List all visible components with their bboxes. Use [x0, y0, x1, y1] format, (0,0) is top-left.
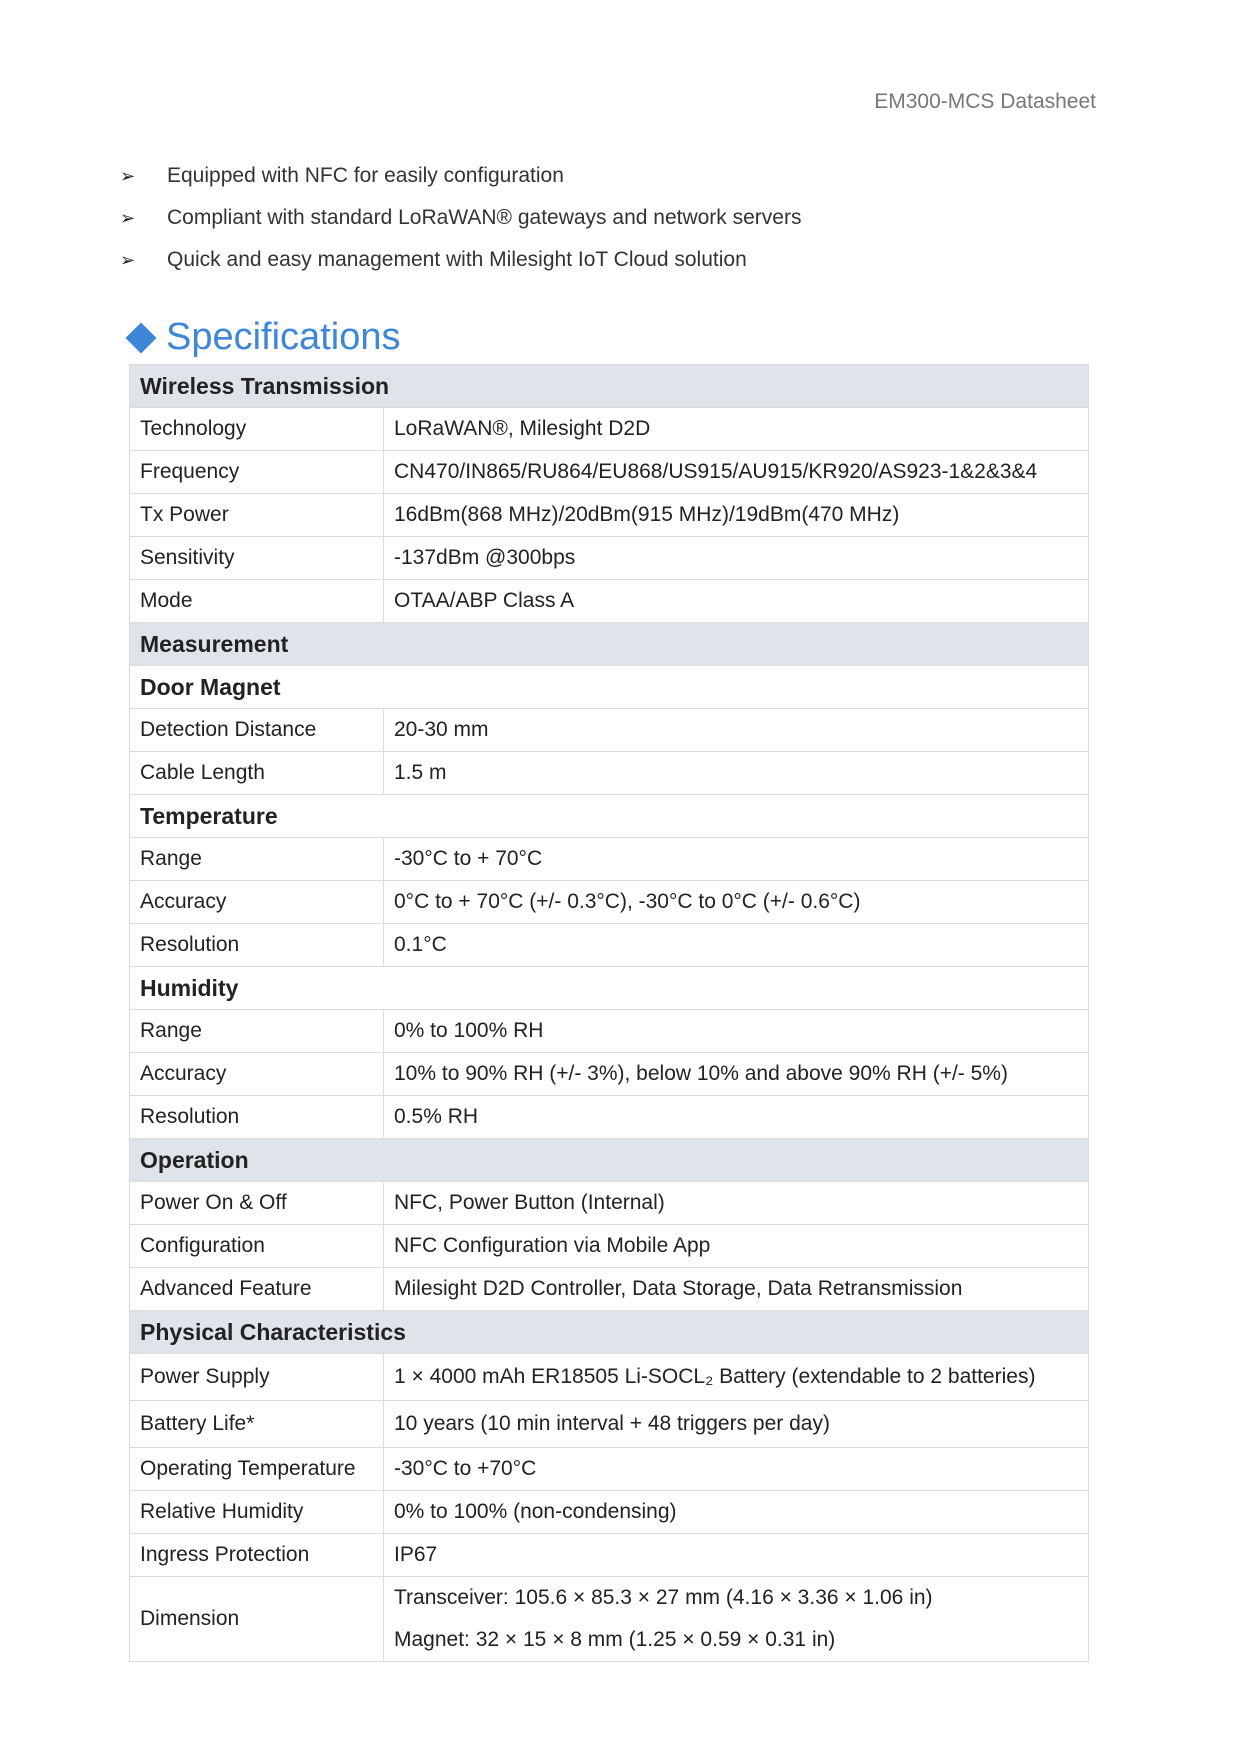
spec-value: NFC Configuration via Mobile App	[384, 1225, 1089, 1268]
spec-value: 16dBm(868 MHz)/20dBm(915 MHz)/19dBm(470 MHz)	[384, 494, 1089, 537]
table-row	[130, 1053, 1089, 1096]
group-row-physical	[130, 1311, 1089, 1354]
table-row	[130, 1491, 1089, 1534]
arrow-bullet-icon: ➢	[120, 249, 136, 270]
spec-key: Power On & Off	[130, 1182, 384, 1225]
table-row	[130, 752, 1089, 795]
spec-key: Resolution	[130, 924, 384, 967]
spec-key: Detection Distance	[130, 709, 384, 752]
table-row	[130, 1225, 1089, 1268]
spec-key: Resolution	[130, 1096, 384, 1139]
spec-key: Configuration	[130, 1225, 384, 1268]
spec-key: Mode	[130, 580, 384, 623]
spec-key: Dimension	[130, 1577, 384, 1662]
table-row	[130, 408, 1089, 451]
spec-value: 10% to 90% RH (+/- 3%), below 10% and above 90% RH (+/- 5%)	[384, 1053, 1089, 1096]
spec-key: Advanced Feature	[130, 1268, 384, 1311]
subgroup-title: Temperature	[130, 795, 1089, 838]
spec-value: 0% to 100% RH	[384, 1010, 1089, 1053]
table-row	[130, 494, 1089, 537]
spec-key: Relative Humidity	[130, 1491, 384, 1534]
spec-key: Technology	[130, 408, 384, 451]
list-item	[120, 155, 801, 197]
group-title: Physical Characteristics	[130, 1311, 1089, 1354]
spec-value: NFC, Power Button (Internal)	[384, 1182, 1089, 1225]
table-row	[130, 1182, 1089, 1225]
table-row	[130, 838, 1089, 881]
section-title: Specifications	[166, 316, 401, 358]
spec-key: Frequency	[130, 451, 384, 494]
table-row	[130, 924, 1089, 967]
spec-value: 0°C to + 70°C (+/- 0.3°C), -30°C to 0°C (+/- 0.6°C)	[384, 881, 1089, 924]
spec-value: 0.5% RH	[384, 1096, 1089, 1139]
group-title: Wireless Transmission	[130, 365, 1089, 408]
group-row-operation	[130, 1139, 1089, 1182]
feature-text: Compliant with standard LoRaWAN® gateways and network servers	[167, 206, 802, 229]
group-title: Measurement	[130, 623, 1089, 666]
table-row	[130, 1534, 1089, 1577]
spec-value: 1.5 m	[384, 752, 1089, 795]
spec-value: -30°C to +70°C	[384, 1448, 1089, 1491]
spec-value: CN470/IN865/RU864/EU868/US915/AU915/KR920/AS923-1&2&3&4	[384, 451, 1089, 494]
table-row	[130, 709, 1089, 752]
table-row	[130, 451, 1089, 494]
table-row	[130, 1096, 1089, 1139]
spec-value: -137dBm @300bps	[384, 537, 1089, 580]
list-item	[120, 239, 801, 281]
spec-value: 1 × 4000 mAh ER18505 Li-SOCL₂ Battery (extendable to 2 batteries)	[384, 1354, 1089, 1401]
table-row	[130, 537, 1089, 580]
table-row	[130, 881, 1089, 924]
spec-key: Ingress Protection	[130, 1534, 384, 1577]
spec-key: Accuracy	[130, 881, 384, 924]
table-row	[130, 1448, 1089, 1491]
specifications-table	[129, 364, 1089, 1662]
arrow-bullet-icon: ➢	[120, 165, 136, 186]
subgroup-title: Door Magnet	[130, 666, 1089, 709]
section-heading	[126, 316, 400, 359]
feature-text: Quick and easy management with Milesight IoT Cloud solution	[167, 248, 747, 271]
group-row-measurement	[130, 623, 1089, 666]
spec-key: Accuracy	[130, 1053, 384, 1096]
spec-key: Battery Life*	[130, 1401, 384, 1448]
table-row	[130, 1268, 1089, 1311]
spec-key: Range	[130, 838, 384, 881]
spec-value: OTAA/ABP Class A	[384, 580, 1089, 623]
subgroup-row-humidity	[130, 967, 1089, 1010]
dimension-magnet: Magnet: 32 × 15 × 8 mm (1.25 × 0.59 × 0.31 in)	[394, 1628, 836, 1651]
table-row	[130, 1010, 1089, 1053]
spec-key: Cable Length	[130, 752, 384, 795]
table-row	[130, 1401, 1089, 1448]
spec-value: IP67	[384, 1534, 1089, 1577]
subgroup-title: Humidity	[130, 967, 1089, 1010]
spec-key: Sensitivity	[130, 537, 384, 580]
spec-key: Operating Temperature	[130, 1448, 384, 1491]
arrow-bullet-icon: ➢	[120, 207, 136, 228]
spec-key: Range	[130, 1010, 384, 1053]
spec-value: 0% to 100% (non-condensing)	[384, 1491, 1089, 1534]
spec-key: Tx Power	[130, 494, 384, 537]
subgroup-row-door-magnet	[130, 666, 1089, 709]
feature-list	[120, 155, 801, 281]
diamond-icon	[125, 322, 156, 353]
table-row	[130, 580, 1089, 623]
table-row	[130, 1354, 1089, 1401]
table-row	[130, 1577, 1089, 1662]
spec-value: Milesight D2D Controller, Data Storage, Data Retransmission	[384, 1268, 1089, 1311]
spec-value: -30°C to + 70°C	[384, 838, 1089, 881]
list-item	[120, 197, 801, 239]
subgroup-row-temperature	[130, 795, 1089, 838]
dimension-transceiver: Transceiver: 105.6 × 85.3 × 27 mm (4.16 × 3.36 × 1.06 in)	[394, 1586, 933, 1609]
spec-key: Power Supply	[130, 1354, 384, 1401]
group-row-wireless	[130, 365, 1089, 408]
spec-value: LoRaWAN®, Milesight D2D	[384, 408, 1089, 451]
group-title: Operation	[130, 1139, 1089, 1182]
spec-value: 0.1°C	[384, 924, 1089, 967]
spec-value: 20-30 mm	[384, 709, 1089, 752]
spec-value: 10 years (10 min interval + 48 triggers per day)	[384, 1401, 1089, 1448]
feature-text: Equipped with NFC for easily configuration	[167, 164, 564, 187]
document-header-title: EM300-MCS Datasheet	[874, 90, 1096, 113]
spec-value-dimension	[384, 1577, 1089, 1662]
